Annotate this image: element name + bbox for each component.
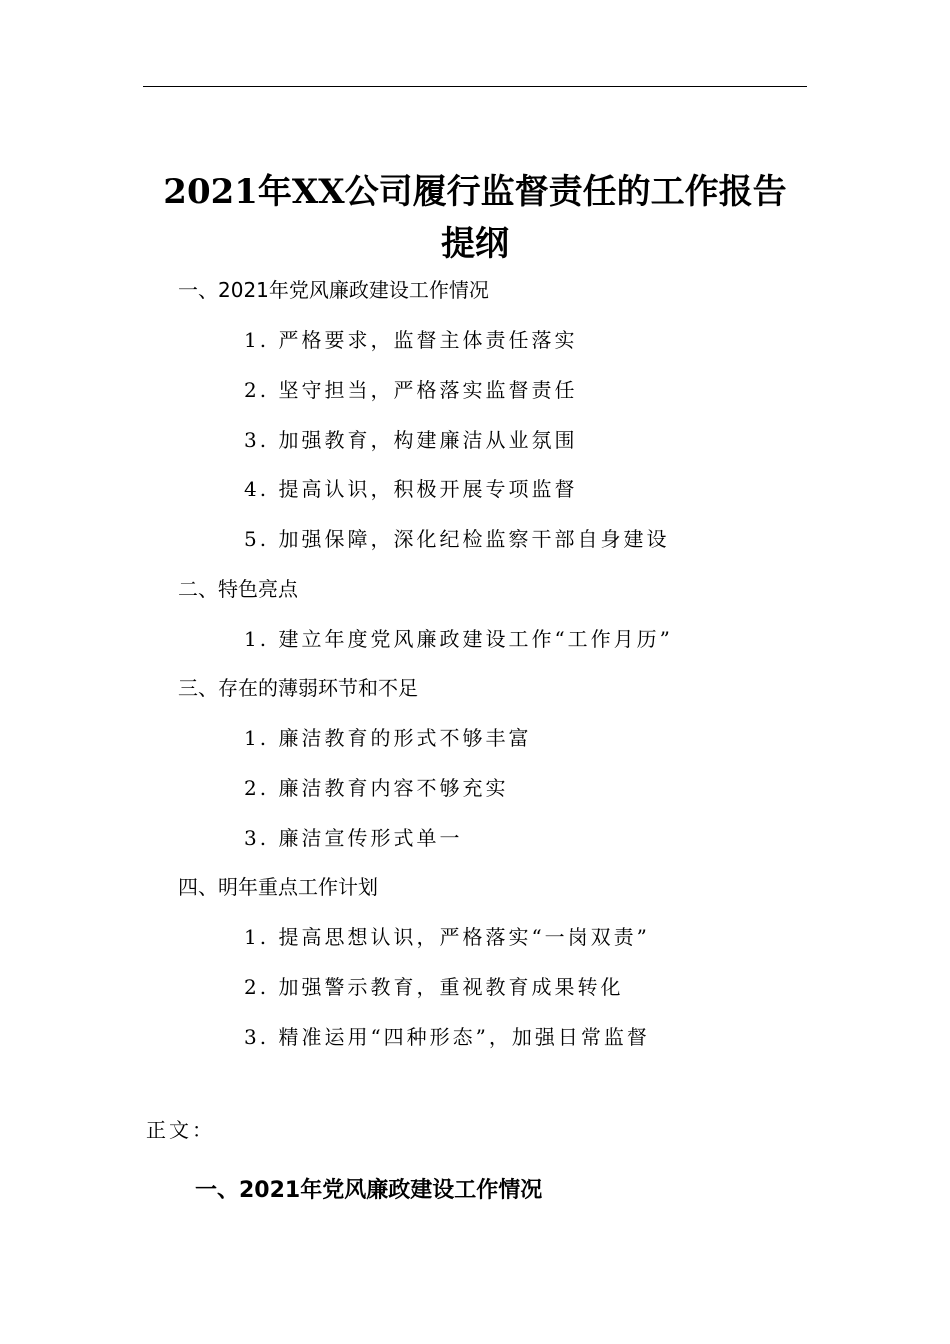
outline-item-1-5: 5. 加强保障，深化纪检监察干部自身建设 [244,527,670,551]
outline-heading-1: 一、2021年党风廉政建设工作情况 [178,278,489,302]
outline-item-4-3: 3. 精准运用“四种形态”，加强日常监督 [244,1025,650,1049]
outline-heading-3: 三、存在的薄弱环节和不足 [178,676,418,700]
outline-item-3-1: 1. 廉洁教育的形式不够丰富 [244,726,532,750]
outline-item-4-2: 2. 加强警示教育，重视教育成果转化 [244,975,624,999]
body-section-heading: 一、2021年党风廉政建设工作情况 [195,1178,543,1203]
outline-heading-4: 四、明年重点工作计划 [178,875,378,899]
title-line-1: 2021年XX公司履行监督责任的工作报告 [163,172,787,212]
outline-item-2-1: 1. 建立年度党风廉政建设工作“工作月历” [244,627,673,651]
body-label: 正文： [146,1118,215,1142]
header-rule [143,86,807,87]
outline-item-1-2: 2. 坚守担当，严格落实监督责任 [244,378,578,402]
outline-item-1-3: 3. 加强教育，构建廉洁从业氛围 [244,428,578,452]
outline-heading-2: 二、特色亮点 [178,577,298,601]
document-title [143,166,807,270]
outline-item-3-3: 3. 廉洁宣传形式单一 [244,826,463,850]
outline-item-3-2: 2. 廉洁教育内容不够充实 [244,776,509,800]
title-line-2: 提纲 [441,224,509,264]
outline-item-4-1: 1. 提高思想认识，严格落实“一岗双责” [244,925,650,949]
outline-item-1-1: 1. 严格要求，监督主体责任落实 [244,328,578,352]
outline-item-1-4: 4. 提高认识，积极开展专项监督 [244,477,578,501]
